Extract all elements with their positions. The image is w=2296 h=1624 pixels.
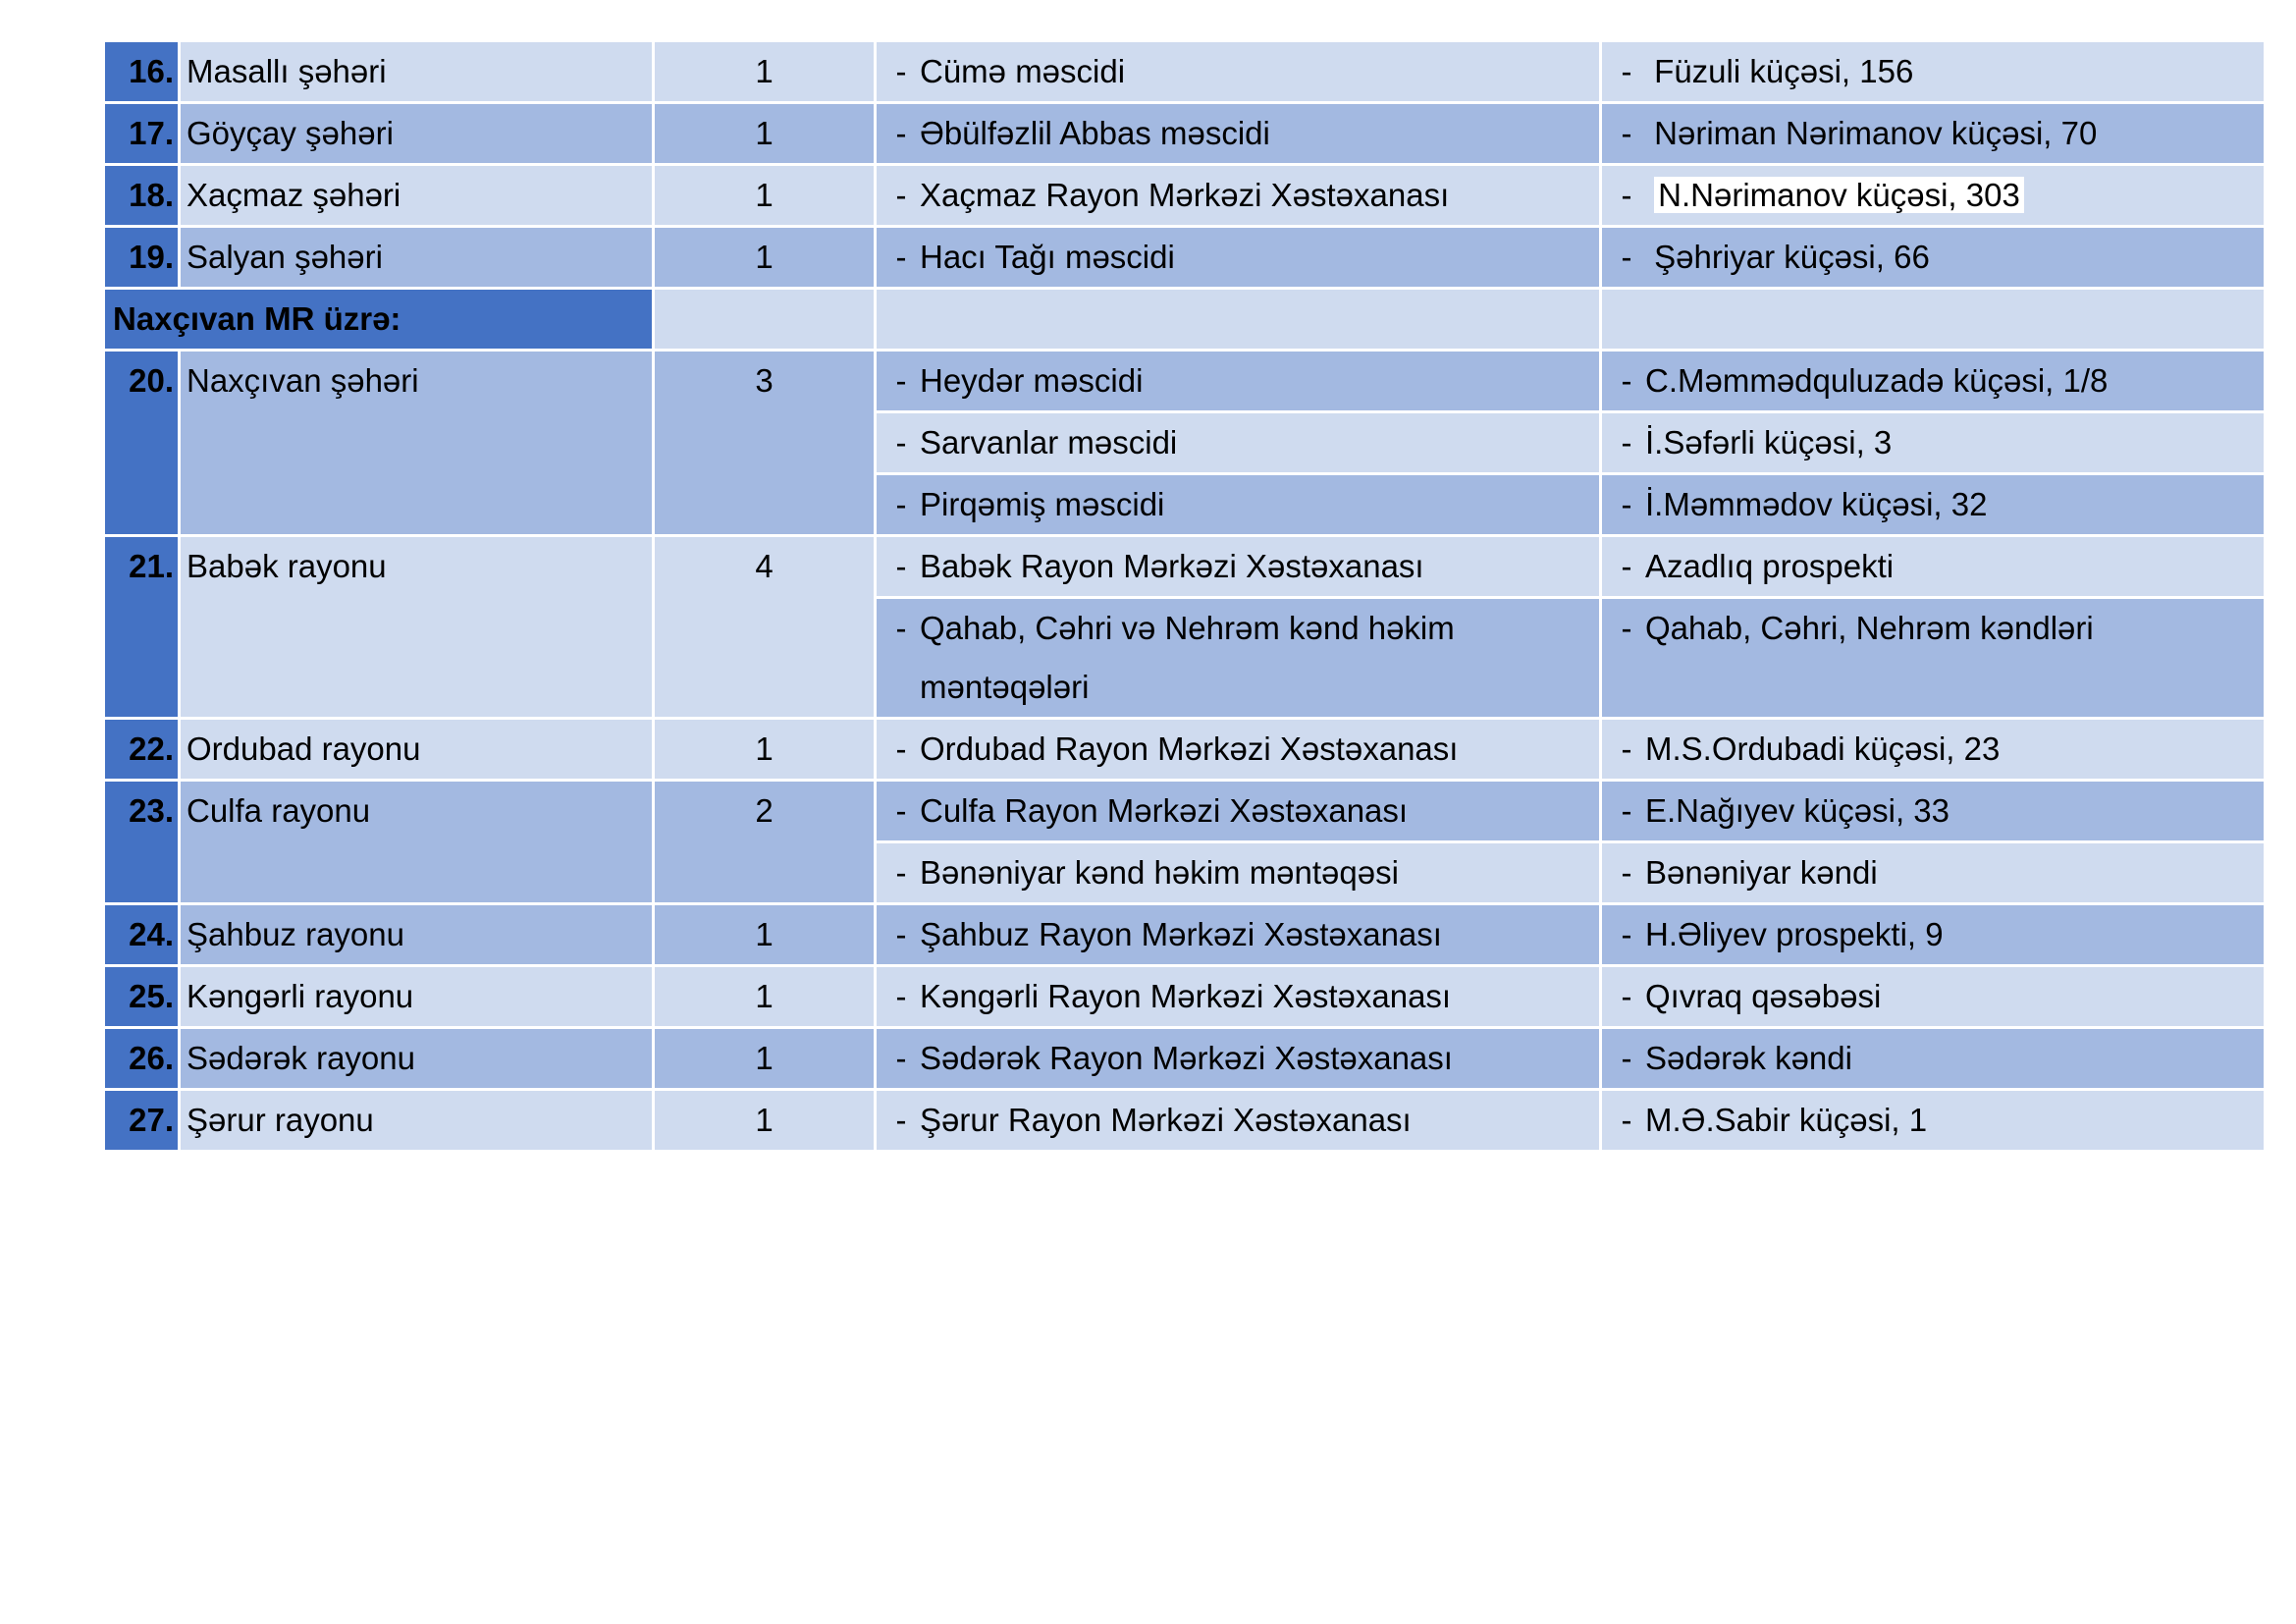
city-name: Göyçay şəhəri [180, 103, 654, 165]
dash: - [895, 53, 907, 89]
address: İ.Səfərli küçəsi, 3 [1645, 424, 1893, 460]
address: Azadlıq prospekti [1645, 548, 1895, 584]
row-number: 21. [104, 536, 180, 719]
location-count: 1 [654, 966, 876, 1028]
row-number: 25. [104, 966, 180, 1028]
city-name: Şərur rayonu [180, 1090, 654, 1152]
address: E.Nağıyev küçəsi, 33 [1645, 792, 1949, 829]
location-count: 1 [654, 165, 876, 227]
dash: - [1621, 362, 1632, 399]
dash: - [895, 854, 907, 891]
place-name: Kəngərli Rayon Mərkəzi Xəstəxanası [920, 978, 1452, 1014]
dash: - [895, 731, 907, 767]
location-count: 1 [654, 1028, 876, 1090]
city-name: Şahbuz rayonu [180, 904, 654, 966]
dash: - [895, 115, 907, 151]
section-row [104, 289, 2266, 351]
table-row [104, 1028, 2266, 1090]
dash: - [895, 610, 907, 646]
dash: - [1621, 854, 1632, 891]
place-name: Pirqəmiş məscidi [920, 486, 1165, 522]
row-number: 20. [104, 351, 180, 536]
dash: - [895, 486, 907, 522]
dash: - [1621, 916, 1632, 952]
city-name: Salyan şəhəri [180, 227, 654, 289]
row-number: 19. [104, 227, 180, 289]
location-count: 1 [654, 1090, 876, 1152]
dash: - [895, 548, 907, 584]
table-row [104, 41, 2266, 103]
location-count: 1 [654, 103, 876, 165]
dash: - [895, 792, 907, 829]
city-name: Babək rayonu [180, 536, 654, 719]
row-number: 24. [104, 904, 180, 966]
dash: - [895, 239, 907, 275]
location-count: 1 [654, 904, 876, 966]
dash: - [1621, 978, 1632, 1014]
dash: - [1621, 424, 1632, 460]
dash: - [895, 362, 907, 399]
location-count: 1 [654, 227, 876, 289]
address: N.Nərimanov küçəsi, 303 [1654, 177, 2024, 213]
table-row [104, 719, 2266, 781]
place-name: Əbülfəzlil Abbas məscidi [920, 115, 1270, 151]
place-name-cont: məntəqələri [920, 669, 1090, 705]
dash: - [1621, 239, 1632, 275]
dash: - [1621, 1040, 1632, 1076]
address: Şəhriyar küçəsi, 66 [1654, 239, 1930, 275]
place-name: Cümə məscidi [920, 53, 1126, 89]
place-name: Heydər məscidi [920, 362, 1144, 399]
table-row [104, 103, 2266, 165]
row-number: 26. [104, 1028, 180, 1090]
location-count: 4 [654, 536, 876, 719]
dash: - [1621, 731, 1632, 767]
address: H.Əliyev prospekti, 9 [1645, 916, 1944, 952]
row-number: 16. [104, 41, 180, 103]
dash: - [1621, 115, 1632, 151]
address: C.Məmmədquluzadə küçəsi, 1/8 [1645, 362, 2109, 399]
location-count: 3 [654, 351, 876, 536]
row-number: 18. [104, 165, 180, 227]
place-name: Hacı Tağı məscidi [920, 239, 1175, 275]
table-row [104, 165, 2266, 227]
row-number: 27. [104, 1090, 180, 1152]
dash: - [1621, 53, 1632, 89]
place-name: Culfa Rayon Mərkəzi Xəstəxanası [920, 792, 1409, 829]
location-count: 1 [654, 719, 876, 781]
city-name: Naxçıvan şəhəri [180, 351, 654, 536]
dash: - [1621, 792, 1632, 829]
table-row [104, 351, 2266, 412]
place-name: Qahab, Cəhri və Nehrəm kənd həkim [920, 610, 1455, 646]
table-row [104, 1090, 2266, 1152]
city-name: Culfa rayonu [180, 781, 654, 904]
address: M.Ə.Sabir küçəsi, 1 [1645, 1102, 1928, 1138]
dash: - [895, 916, 907, 952]
section-title: Naxçıvan MR üzrə: [104, 289, 654, 351]
table-row [104, 227, 2266, 289]
city-name: Ordubad rayonu [180, 719, 654, 781]
table-row [104, 904, 2266, 966]
dash: - [895, 177, 907, 213]
place-name: Şərur Rayon Mərkəzi Xəstəxanası [920, 1102, 1412, 1138]
address: M.S.Ordubadi küçəsi, 23 [1645, 731, 2001, 767]
address: Nəriman Nərimanov küçəsi, 70 [1654, 115, 2098, 151]
place-name: Babək Rayon Mərkəzi Xəstəxanası [920, 548, 1424, 584]
dash: - [1621, 177, 1632, 213]
place-name: Sədərək Rayon Mərkəzi Xəstəxanası [920, 1040, 1453, 1076]
address: Qıvraq qəsəbəsi [1645, 978, 1882, 1014]
address: Sədərək kəndi [1645, 1040, 1852, 1076]
place-name: Sarvanlar məscidi [920, 424, 1178, 460]
dash: - [1621, 486, 1632, 522]
place-name: Bənəniyar kənd həkim məntəqəsi [920, 854, 1399, 891]
city-name: Xaçmaz şəhəri [180, 165, 654, 227]
row-number: 22. [104, 719, 180, 781]
city-name: Sədərək rayonu [180, 1028, 654, 1090]
dash: - [1621, 1102, 1632, 1138]
address: Füzuli küçəsi, 156 [1654, 53, 1914, 89]
location-count: 2 [654, 781, 876, 904]
row-number: 17. [104, 103, 180, 165]
table-row [104, 781, 2266, 842]
address: Qahab, Cəhri, Nehrəm kəndləri [1645, 610, 2094, 646]
address: Bənəniyar kəndi [1645, 854, 1878, 891]
dash: - [1621, 610, 1632, 646]
table-row [104, 966, 2266, 1028]
dash: - [895, 1040, 907, 1076]
location-count: 1 [654, 41, 876, 103]
dash: - [895, 1102, 907, 1138]
city-name: Masallı şəhəri [180, 41, 654, 103]
dash: - [895, 424, 907, 460]
place-name: Şahbuz Rayon Mərkəzi Xəstəxanası [920, 916, 1442, 952]
table-row [104, 536, 2266, 598]
row-number: 23. [104, 781, 180, 904]
address: İ.Məmmədov küçəsi, 32 [1645, 486, 1988, 522]
dash: - [1621, 548, 1632, 584]
place-name: Xaçmaz Rayon Mərkəzi Xəstəxanası [920, 177, 1450, 213]
dash: - [895, 978, 907, 1014]
locations-table [102, 39, 2267, 1153]
place-name: Ordubad Rayon Mərkəzi Xəstəxanası [920, 731, 1459, 767]
city-name: Kəngərli rayonu [180, 966, 654, 1028]
